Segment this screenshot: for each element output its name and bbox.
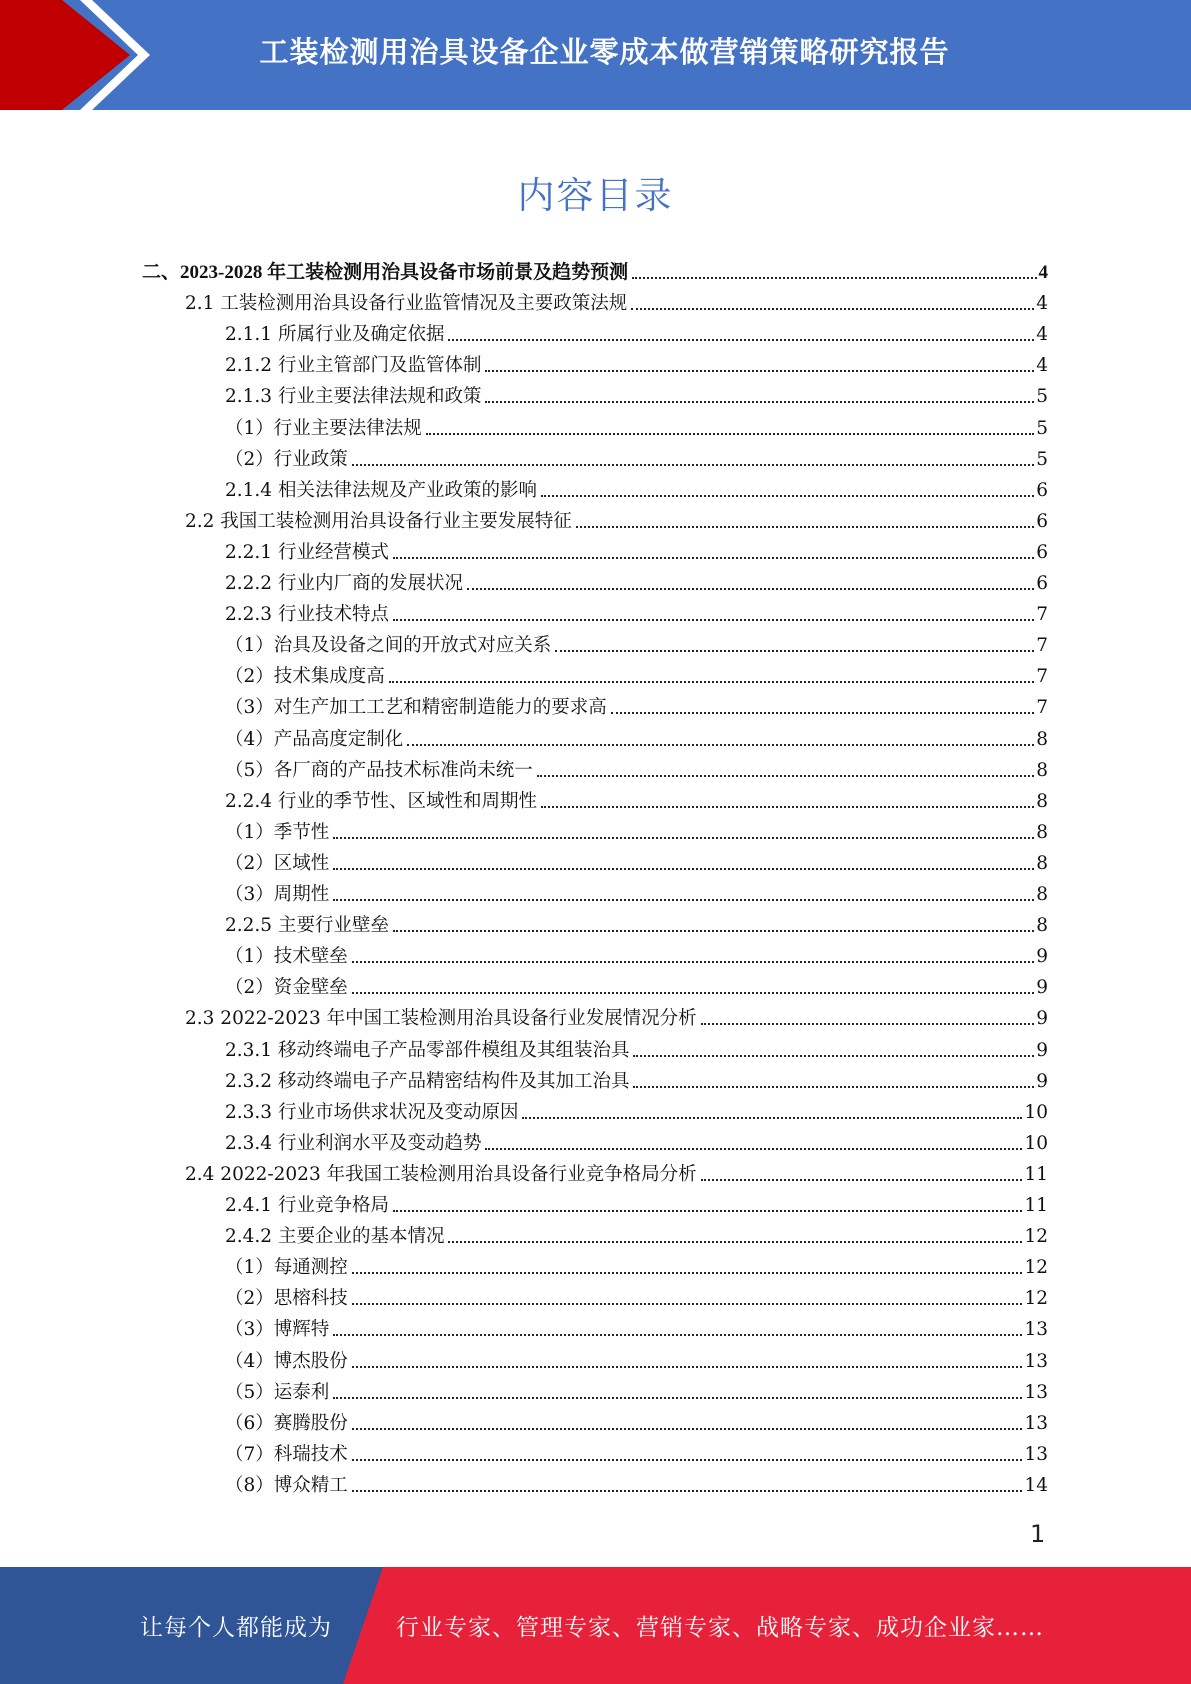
toc-entry-label: （6）赛腾股份	[225, 1412, 348, 1434]
toc-entry-page: 11	[1024, 1163, 1048, 1185]
toc-entry-page: 13	[1024, 1443, 1048, 1465]
toc-entry-label: 2.3.3 行业市场供求状况及变动原因	[225, 1101, 519, 1123]
toc-entry[interactable]	[225, 409, 1048, 440]
toc-entry-page: 8	[1036, 821, 1048, 843]
toc-entry-label: （2）资金壁垒	[225, 977, 348, 999]
toc-dot-leader	[352, 1272, 1023, 1274]
toc-entry-label: （1）季节性	[225, 821, 330, 843]
toc-entry-page: 8	[1036, 915, 1048, 937]
toc-entry[interactable]	[185, 1155, 1048, 1186]
toc-entry-label: 2.1.2 行业主管部门及监管体制	[225, 355, 482, 377]
toc-entry[interactable]	[225, 1062, 1048, 1093]
toc-entry-label: （1）每通测控	[225, 1257, 348, 1279]
toc-entry[interactable]	[225, 1342, 1048, 1373]
header-banner	[0, 0, 1191, 110]
toc-entry-page: 9	[1036, 1070, 1048, 1092]
toc-dot-leader	[541, 806, 1034, 808]
toc-entry[interactable]	[225, 533, 1048, 564]
toc-entry-page: 9	[1036, 946, 1048, 968]
toc-entry-label: 二、2023-2028 年工装检测用治具设备市场前景及趋势预测	[142, 262, 629, 283]
toc-entry-label: （2）技术集成度高	[225, 666, 385, 688]
toc-entry-page: 4	[1036, 293, 1048, 315]
toc-entry-page: 8	[1036, 884, 1048, 905]
toc-dot-leader	[611, 712, 1034, 714]
toc-entry[interactable]	[225, 471, 1048, 502]
toc-entry-page: 5	[1036, 417, 1048, 439]
toc-entry[interactable]	[225, 1404, 1048, 1435]
toc-dot-leader	[541, 495, 1034, 497]
toc-entry-label: （4）产品高度定制化	[225, 728, 404, 750]
toc-dot-leader	[389, 681, 1034, 683]
toc-dot-leader	[352, 464, 1034, 466]
toc-entry-label: 2.3.2 移动终端电子产品精密结构件及其加工治具	[225, 1070, 630, 1092]
toc-entry[interactable]	[225, 626, 1048, 657]
toc-dot-leader	[522, 1117, 1022, 1119]
toc-entry[interactable]	[225, 937, 1048, 968]
toc-entry[interactable]	[225, 875, 1048, 906]
footer-slogan-right: 行业专家、管理专家、营销专家、战略专家、成功企业家……	[396, 1615, 1044, 1641]
toc-entry-label: 2.3.1 移动终端电子产品零部件模组及其组装治具	[225, 1039, 630, 1061]
toc-entry-label: （8）博众精工	[225, 1474, 348, 1496]
toc-entry[interactable]	[225, 1186, 1048, 1217]
toc-entry[interactable]	[225, 1310, 1048, 1341]
toc-entry-label: 2.2.5 主要行业壁垒	[225, 915, 389, 937]
toc-entry-page: 8	[1036, 852, 1048, 874]
toc-dot-leader	[701, 1179, 1023, 1181]
toc-dot-leader	[631, 308, 1034, 310]
toc-entry-label: 2.4.1 行业竞争格局	[225, 1195, 389, 1216]
toc-dot-leader	[352, 1459, 1023, 1461]
toc-entry[interactable]	[225, 968, 1048, 999]
toc-entry-label: （2）区域性	[225, 852, 330, 874]
toc-entry-page: 10	[1024, 1132, 1048, 1154]
toc-entry[interactable]	[185, 999, 1048, 1030]
footer-banner	[0, 1567, 1191, 1684]
footer-slogan-left: 让每个人都能成为	[140, 1615, 332, 1641]
toc-dot-leader	[633, 1086, 1034, 1088]
toc-entry[interactable]	[225, 440, 1048, 471]
toc-entry-page: 13	[1024, 1350, 1048, 1372]
toc-entry-page: 6	[1036, 573, 1048, 594]
toc-entry-label: 2.1.3 行业主要法律法规和政策	[225, 386, 482, 408]
toc-entry-label: （2）思榕科技	[225, 1288, 348, 1310]
toc-entry[interactable]	[142, 253, 1048, 284]
toc-entry-page: 9	[1036, 1008, 1048, 1030]
toc-entry-label: （1）治具及设备之间的开放式对应关系	[225, 635, 552, 657]
report-title: 工装检测用治具设备企业零成本做营销策略研究报告	[259, 34, 950, 69]
toc-dot-leader	[393, 1210, 1022, 1212]
toc-entry-label: 2.2 我国工装检测用治具设备行业主要发展特征	[185, 510, 572, 532]
toc-entry-page: 8	[1036, 728, 1048, 750]
toc-entry-page: 7	[1036, 666, 1048, 688]
toc-entry-label: 2.3.4 行业利润水平及变动趋势	[225, 1132, 482, 1154]
toc-entry-label: 2.2.2 行业内厂商的发展状况	[225, 573, 463, 594]
toc-dot-leader	[352, 1428, 1023, 1430]
toc-entry[interactable]	[225, 564, 1048, 595]
toc-dot-leader	[448, 1241, 1022, 1243]
toc-entry-label: （1）行业主要法律法规	[225, 417, 422, 439]
toc-entry[interactable]	[185, 502, 1048, 533]
toc-entry-label: 2.1.1 所属行业及确定依据	[225, 324, 445, 346]
toc-entry[interactable]	[225, 688, 1048, 719]
toc-entry[interactable]	[225, 657, 1048, 688]
toc-dot-leader	[485, 401, 1034, 403]
toc-entry-page: 4	[1036, 324, 1048, 346]
toc-dot-leader	[352, 1366, 1023, 1368]
toc-entry-page: 10	[1024, 1101, 1048, 1123]
toc-dot-leader	[448, 339, 1034, 341]
toc-entry-label: （3）博辉特	[225, 1319, 330, 1341]
toc-entry-page: 7	[1036, 697, 1048, 719]
toc-entry-label: 2.3 2022-2023 年中国工装检测用治具设备行业发展情况分析	[185, 1008, 697, 1030]
toc-entry-label: （3）周期性	[225, 884, 330, 905]
page-number: 1	[1030, 1520, 1046, 1548]
toc-entry-page: 4	[1038, 262, 1048, 283]
toc-entry[interactable]	[225, 844, 1048, 875]
toc-entry-page: 9	[1036, 977, 1048, 999]
toc-entry-page: 6	[1036, 541, 1048, 563]
toc-dot-leader	[537, 775, 1034, 777]
toc-entry[interactable]	[225, 1031, 1048, 1062]
toc-entry-label: 2.2.1 行业经营模式	[225, 541, 389, 563]
toc-dot-leader	[467, 588, 1034, 590]
toc-dot-leader	[633, 1055, 1034, 1057]
toc-entry[interactable]	[225, 346, 1048, 377]
toc-entry-label: 2.4 2022-2023 年我国工装检测用治具设备行业竞争格局分析	[185, 1163, 697, 1185]
toc-entry[interactable]	[225, 1279, 1048, 1310]
toc-entry[interactable]	[225, 1466, 1048, 1497]
toc-entry-label: （5）运泰利	[225, 1381, 330, 1403]
toc-dot-leader	[393, 930, 1034, 932]
toc-entry-page: 11	[1024, 1195, 1048, 1216]
toc-dot-leader	[333, 868, 1034, 870]
toc-dot-leader	[333, 899, 1034, 901]
toc-entry-page: 6	[1036, 510, 1048, 532]
toc-entry[interactable]	[225, 1124, 1048, 1155]
toc-entry[interactable]	[225, 813, 1048, 844]
toc-entry[interactable]	[225, 906, 1048, 937]
toc-dot-leader	[352, 992, 1034, 994]
toc-entry-label: （2）行业政策	[225, 448, 348, 470]
toc-entry-page: 8	[1036, 790, 1048, 812]
toc-entry-page: 13	[1024, 1412, 1048, 1434]
toc-dot-leader	[426, 433, 1034, 435]
toc-entry-page: 4	[1036, 355, 1048, 377]
toc-entry[interactable]	[225, 720, 1048, 751]
toc-entry-page: 9	[1036, 1039, 1048, 1061]
toc-entry-label: （4）博杰股份	[225, 1350, 348, 1372]
toc-dot-leader	[632, 277, 1036, 279]
toc-dot-leader	[407, 744, 1034, 746]
toc-entry-label: （1）技术壁垒	[225, 946, 348, 968]
toc-dot-leader	[352, 1303, 1023, 1305]
toc-dot-leader	[333, 837, 1034, 839]
toc-entry[interactable]	[225, 595, 1048, 626]
toc-entry-label: 2.1 工装检测用治具设备行业监管情况及主要政策法规	[185, 293, 628, 315]
toc-entry-label: （3）对生产加工工艺和精密制造能力的要求高	[225, 697, 607, 719]
toc-dot-leader	[701, 1023, 1035, 1025]
toc-entry-page: 13	[1024, 1381, 1048, 1403]
toc-entry-page: 5	[1036, 386, 1048, 408]
toc-entry[interactable]	[225, 1435, 1048, 1466]
toc-dot-leader	[352, 961, 1034, 963]
toc-entry-page: 14	[1024, 1474, 1048, 1496]
toc-entry-label: 2.2.3 行业技术特点	[225, 604, 389, 626]
toc-entry-label: 2.1.4 相关法律法规及产业政策的影响	[225, 479, 537, 501]
toc-dot-leader	[485, 370, 1034, 372]
toc-entry-page: 7	[1036, 635, 1048, 657]
toc-dot-leader	[393, 619, 1034, 621]
toc-entry-page: 13	[1024, 1319, 1048, 1341]
toc-dot-leader	[333, 1334, 1022, 1336]
toc-dot-leader	[555, 650, 1034, 652]
toc-entry-page: 8	[1036, 759, 1048, 781]
toc-entry[interactable]	[225, 1093, 1048, 1124]
toc-entry[interactable]	[225, 377, 1048, 408]
toc-dot-leader	[352, 1490, 1023, 1492]
toc-dot-leader	[393, 557, 1034, 559]
toc-entry-label: （5）各厂商的产品技术标准尚未统一	[225, 759, 533, 781]
toc-entry-page: 5	[1036, 448, 1048, 470]
toc-dot-leader	[485, 1148, 1022, 1150]
toc-heading: 内容目录	[517, 174, 674, 217]
toc-entry[interactable]	[185, 284, 1048, 315]
toc-entry-page: 7	[1036, 604, 1048, 626]
toc-entry[interactable]	[225, 1248, 1048, 1279]
toc-entry[interactable]	[225, 315, 1048, 346]
toc-entry-label: （7）科瑞技术	[225, 1443, 348, 1465]
toc-entry[interactable]	[225, 1217, 1048, 1248]
toc-dot-leader	[333, 1397, 1022, 1399]
toc-entry-page: 12	[1024, 1226, 1048, 1248]
toc-entry[interactable]	[225, 751, 1048, 782]
toc-entry-label: 2.4.2 主要企业的基本情况	[225, 1226, 445, 1248]
toc-entry[interactable]	[225, 782, 1048, 813]
toc-entry[interactable]	[225, 1373, 1048, 1404]
toc-entry-page: 12	[1024, 1257, 1048, 1279]
toc-entry-page: 6	[1036, 479, 1048, 501]
toc-entry-label: 2.2.4 行业的季节性、区域性和周期性	[225, 790, 537, 812]
toc-entry-page: 12	[1024, 1288, 1048, 1310]
toc-dot-leader	[576, 526, 1034, 528]
